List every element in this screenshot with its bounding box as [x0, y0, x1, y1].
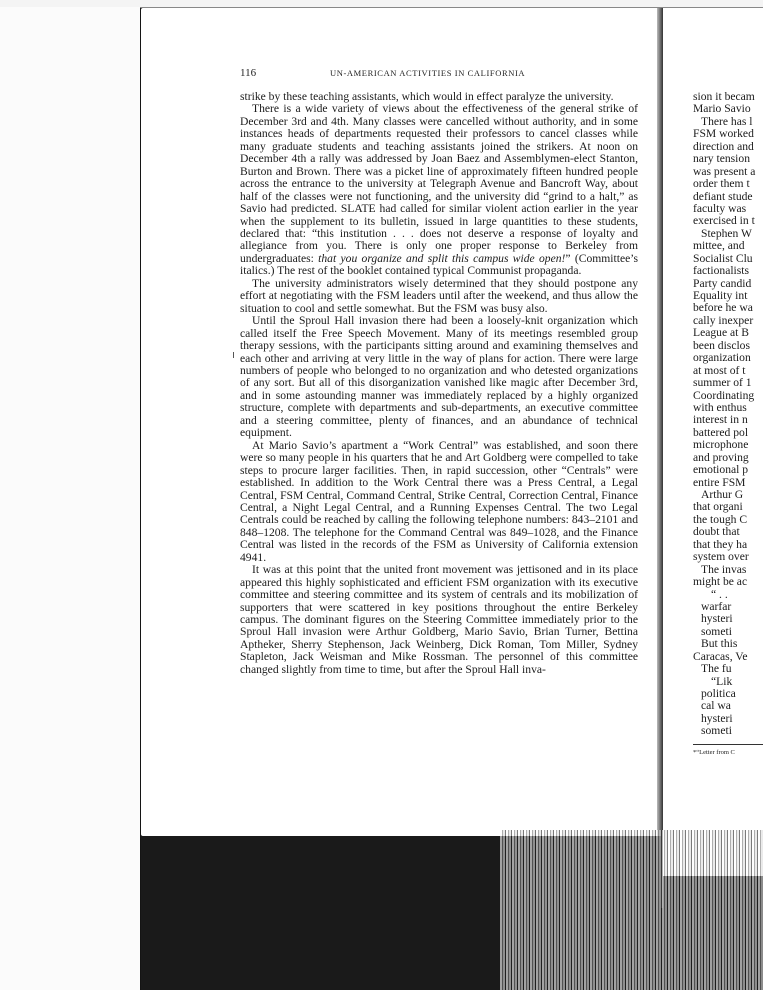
- right-page-line: emotional p: [693, 464, 749, 477]
- right-page-line: direction and: [693, 140, 754, 153]
- right-page-line: defiant stude: [693, 190, 753, 203]
- right-page-line: summer of 1: [693, 377, 752, 390]
- right-page-line: at most of t: [693, 364, 746, 377]
- paragraph: Until the Sproul Hall invasion there had been a loosely-knit organization which called itself the Free Speech Movement. Many of its meetings resembled group therapy sessions, with the participants sitting around and examining themselves and each other and arriving at very little in the way of plans for action. There were large numbers of people who belonged to no organization and who detested organizations of any sort. But all of this disorganization vanished like magic after December 3rd, and in some astounding manner was immediately replaced by a highly organized structure, complete with departments and sub-departments, an executive committee and a steering committee, plenty of finances, and an abundance of technical equipment.: [240, 314, 638, 440]
- right-page-line: mittee, and: [693, 240, 745, 253]
- paragraph: strike by these teaching assistants, which would in effect paralyze the university.: [240, 90, 614, 103]
- right-page-line: microphone: [693, 439, 749, 452]
- right-page-line: been disclos: [693, 339, 750, 352]
- right-page-line: the tough C: [693, 513, 748, 526]
- paragraph: The university administrators wisely determined that they should postpone any effort at negotiating with the FSM leaders until after the weekend, and thus allow the situation to cool and settle somewhat. But the FSM was busy also.: [240, 276, 638, 315]
- right-page-line: doubt that: [693, 526, 740, 539]
- right-page-line: Party candid: [693, 277, 752, 290]
- right-page-line: before he wa: [693, 302, 753, 315]
- right-page-line: “ . .: [711, 588, 728, 601]
- right-page-line: warfar: [701, 600, 732, 613]
- right-page-line: and proving: [693, 451, 749, 464]
- right-page-line: Caracas, Ve: [693, 650, 748, 663]
- right-page-column: [693, 91, 763, 757]
- right-page-line: League at B: [693, 327, 750, 340]
- margin-mark: [233, 352, 237, 358]
- right-page-line: But this: [701, 638, 738, 651]
- right-page-line: might be ac: [693, 576, 748, 589]
- right-page-line: that organi: [693, 501, 743, 514]
- right-page-line: that they ha: [693, 538, 748, 551]
- right-page-line: faculty was: [693, 202, 747, 215]
- right-page-line: hysteri: [701, 613, 733, 626]
- right-page-line: Coordinating: [693, 389, 755, 402]
- right-page-line: nary tension: [693, 153, 750, 166]
- scan-noise: [500, 830, 763, 990]
- right-page-line: Equality int: [693, 290, 748, 302]
- right-page-line: order them t: [693, 178, 750, 191]
- right-page-line: was present a: [693, 165, 756, 178]
- footnote: *“Letter from C: [693, 744, 763, 757]
- right-page-line: factionalists: [693, 265, 750, 278]
- paragraph: It was at this point that the united front movement was jettisoned and in its place appeared this highly sophisticated and efficient FSM organization with its executive committee and steering committee and its system of centrals and its mobilization of supporters that were scattered in key positions throughout the entire Berkeley campus. The dominant figures on the Steering Committee immediately prior to the Sproul Hall invasion were Arthur Goldberg, Mario Savio, Brian Turner, Bettina Aptheker, Sherry Stephenson, Jack Weinberg, Dick Roman, Tom Miller, Sydney Stapleton, Jack Weisman and Mike Rossman. The personnel of this committee changed slightly from time to time, but after the Sproul Hall inva-: [240, 563, 638, 676]
- right-page-line: FSM worked: [693, 128, 754, 141]
- right-page-line: Arthur G: [701, 489, 744, 501]
- scan-left-margin: [0, 7, 140, 990]
- right-page-line: interest in n: [693, 414, 748, 427]
- right-page-line: organization: [693, 352, 751, 365]
- right-page-line: cal wa: [701, 700, 731, 713]
- right-page-line: Socialist Clu: [693, 252, 753, 265]
- right-page-line: battered pol: [693, 426, 749, 439]
- right-page-line: “Lik: [711, 675, 733, 688]
- right-page-line: exercised in t: [693, 215, 755, 228]
- page-header: [240, 67, 640, 81]
- running-title: UN-AMERICAN ACTIVITIES IN CALIFORNIA: [330, 68, 526, 78]
- right-page-line: hysteri: [701, 712, 733, 725]
- right-page-line: someti: [701, 725, 732, 738]
- right-page-line: There has l: [701, 115, 753, 128]
- right-page-line: cally inexper: [693, 314, 754, 327]
- body-text: [240, 91, 638, 676]
- paragraph: At Mario Savio’s apartment a “Work Central” was established, and soon there were so many people in his quarters that he and Art Goldberg were compelled to take steps to procure larger facilities. Then, in rapid succession, other “Centrals” were established. In addition to the Work Central there was a Press Central, a Legal Central, FSM Central, Command Central, Strike Central, Correction Central, Finance Central, a Night Legal Central, and a Running Expenses Central. The two Legal Centrals could be reached by calling the following telephone numbers: 843–2101 and 848–1208. The telephone for the Command Central was 849–1028, and the Finance Central was listed in the records of the FSM as University of California extension 4941.: [240, 438, 638, 564]
- right-page-line: with enthus: [693, 401, 747, 414]
- right-page-line: Stephen W: [701, 227, 752, 240]
- right-page-line: entire FSM: [693, 476, 746, 489]
- right-page-line: sion it becam: [693, 91, 755, 103]
- right-page-line: The fu: [701, 663, 732, 676]
- right-page-line: system over: [693, 551, 749, 564]
- right-page-line: Mario Savio: [693, 103, 751, 116]
- page-number: 116: [240, 67, 257, 79]
- right-page-line: politica: [701, 688, 736, 700]
- paragraph: There is a wide variety of views about the effectiveness of the general strike of December 3rd and 4th. Many classes were cancelled without authority, and in some instances heads of departments requested their professors to cancel classes while many graduate students and teaching assistants joined the strikers. At noon on December 4th a rally was addressed by Joan Baez and Assemblymen-elect Stanton, Burton and Brown. There was a picket line of approximately fifteen hundred people across the entrance to the university at Telegraph Avenue and Bancroft Way, about half of the classes were not functioning, and the university did “grind to a halt,” as Savio had predicted. SLATE had called for similar violent action earlier in the year when the supplement to its bulletin, issued in large quantities to these students, declared that: “this institution . . . does not deserve a response of loyalty and allegiance from you. There is only one proper response to Berkeley from undergraduates: that you organize and split this campus wide open!” (Committee’s italics.) The rest of the booklet contained typical Communist propaganda.: [240, 102, 638, 278]
- right-page-line: someti: [701, 625, 732, 638]
- right-page-line: The invas: [701, 563, 747, 576]
